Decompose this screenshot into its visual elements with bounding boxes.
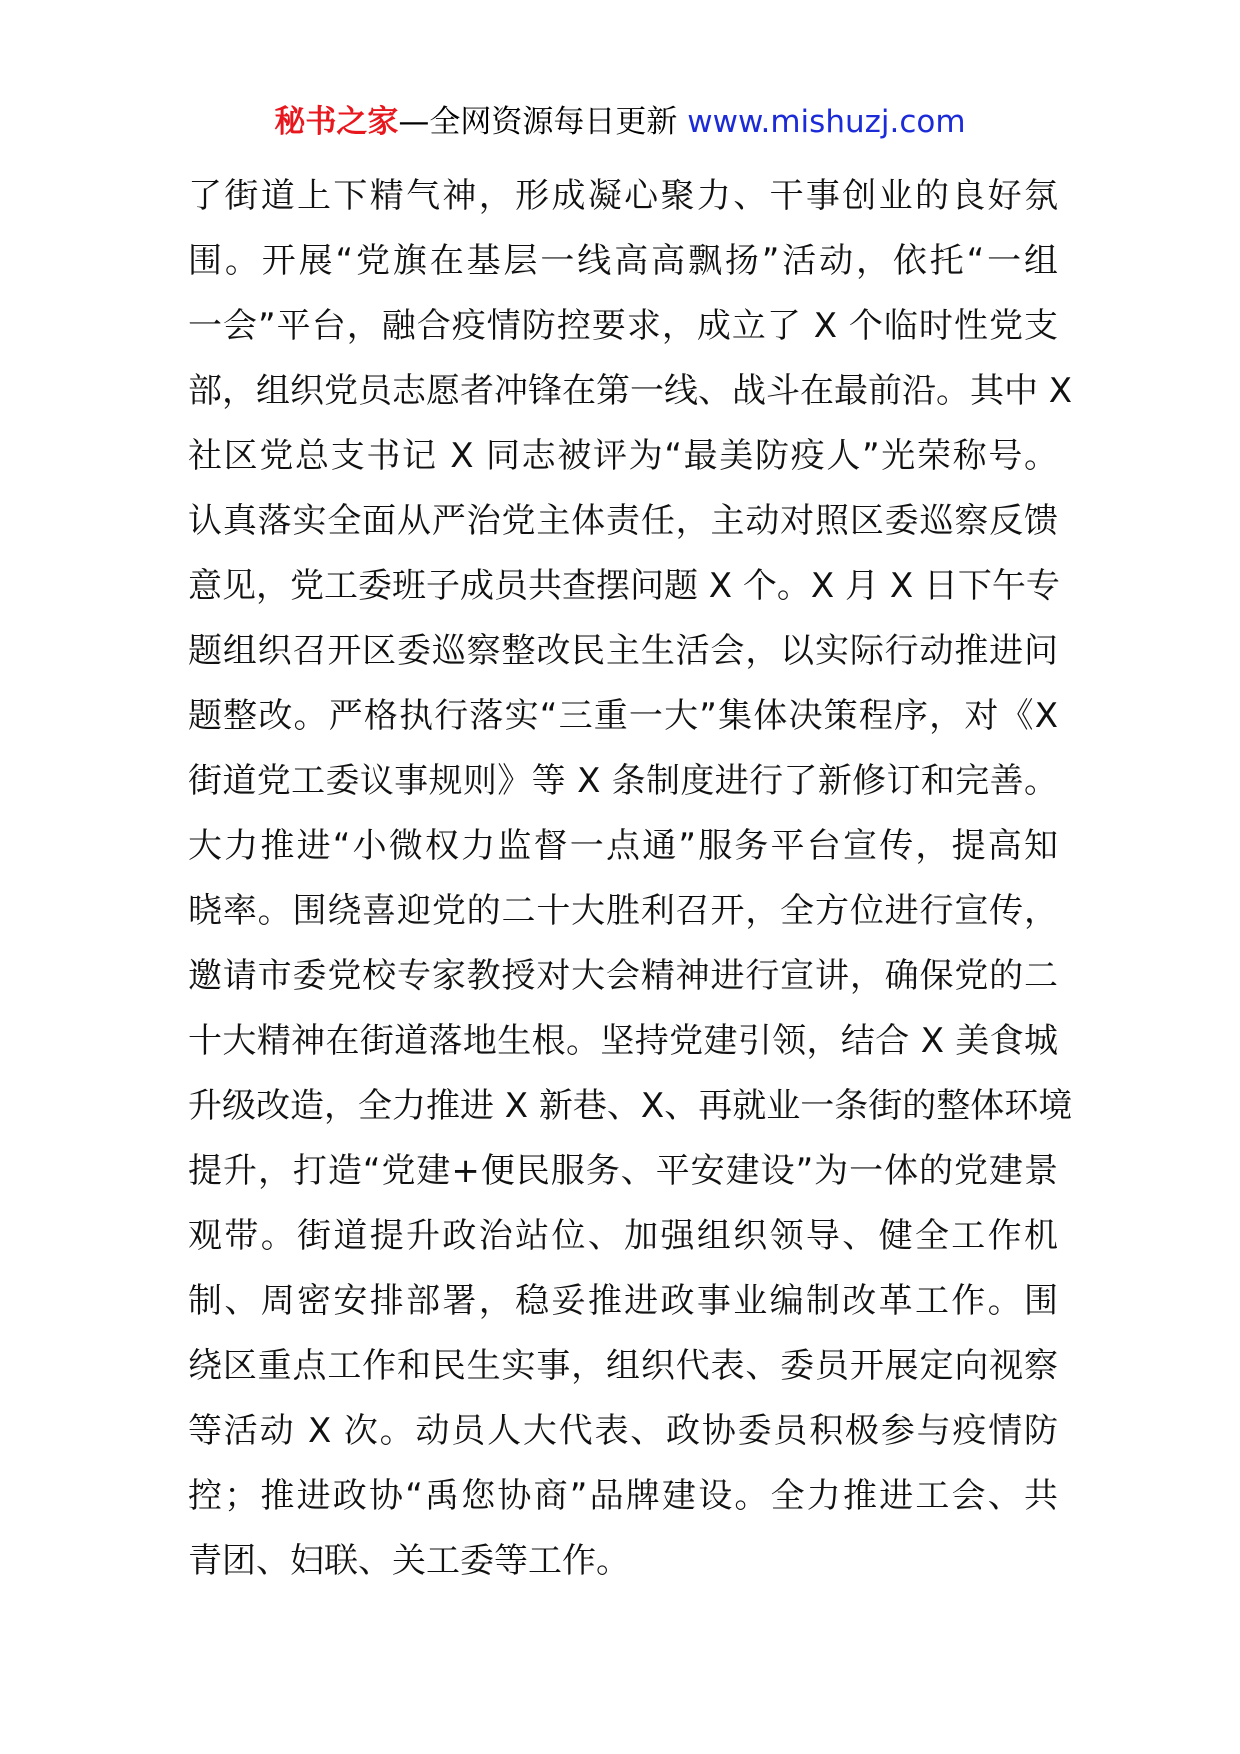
text-line: 围。开展“党旗在基层一线高高飘扬”活动，依托“一组	[188, 241, 1058, 281]
text-line: 等活动 X 次。动员人大代表、政协委员积极参与疫情防	[188, 1411, 1058, 1451]
text-line: 绕区重点工作和民生实事，组织代表、委员开展定向视察	[188, 1346, 1058, 1386]
text-line: 题整改。严格执行落实“三重一大”集体决策程序，对《X	[188, 696, 1058, 736]
text-line: 社区党总支书记 X 同志被评为“最美防疫人”光荣称号。	[188, 436, 1058, 476]
text-line: 十大精神在街道落地生根。坚持党建引领，结合 X 美食城	[188, 1021, 1058, 1061]
text-line-last: 青团、妇联、关工委等工作。	[188, 1541, 630, 1581]
text-line: 观带。街道提升政治站位、加强组织领导、健全工作机	[188, 1216, 1058, 1256]
site-url-link[interactable]: www.mishuzj.com	[687, 104, 966, 140]
header-tagline: —全网资源每日更新	[398, 104, 678, 140]
text-line: 制、周密安排部署，稳妥推进政事业编制改革工作。围	[188, 1281, 1058, 1321]
text-line: 题组织召开区委巡察整改民主生活会，以实际行动推进问	[188, 631, 1058, 671]
text-line: 部，组织党员志愿者冲锋在第一线、战斗在最前沿。其中 X	[188, 371, 1073, 411]
text-line: 一会”平台，融合疫情防控要求，成立了 X 个临时性党支	[188, 306, 1058, 346]
text-line: 大力推进“小微权力监督一点通”服务平台宣传，提高知	[188, 826, 1058, 866]
text-line: 升级改造，全力推进 X 新巷、X、再就业一条街的整体环境	[188, 1086, 1073, 1126]
document-body	[188, 164, 1073, 1594]
text-line: 晓率。围绕喜迎党的二十大胜利召开，全方位进行宣传，	[188, 891, 1058, 931]
text-line: 邀请市委党校专家教授对大会精神进行宣讲，确保党的二	[188, 956, 1058, 996]
text-line: 认真落实全面从严治党主体责任，主动对照区委巡察反馈	[188, 501, 1058, 541]
text-line: 提升，打造“党建+便民服务、平安建设”为一体的党建景	[188, 1151, 1058, 1191]
site-header	[0, 100, 1240, 144]
text-line: 控；推进政协“禹您协商”品牌建设。全力推进工会、共	[188, 1476, 1058, 1516]
text-line: 街道党工委议事规则》等 X 条制度进行了新修订和完善。	[188, 761, 1058, 801]
text-line: 了街道上下精气神，形成凝心聚力、干事创业的良好氛	[188, 176, 1058, 216]
brand-name: 秘书之家	[274, 104, 399, 140]
text-line: 意见，党工委班子成员共查摆问题 X 个。X 月 X 日下午专	[188, 566, 1060, 606]
